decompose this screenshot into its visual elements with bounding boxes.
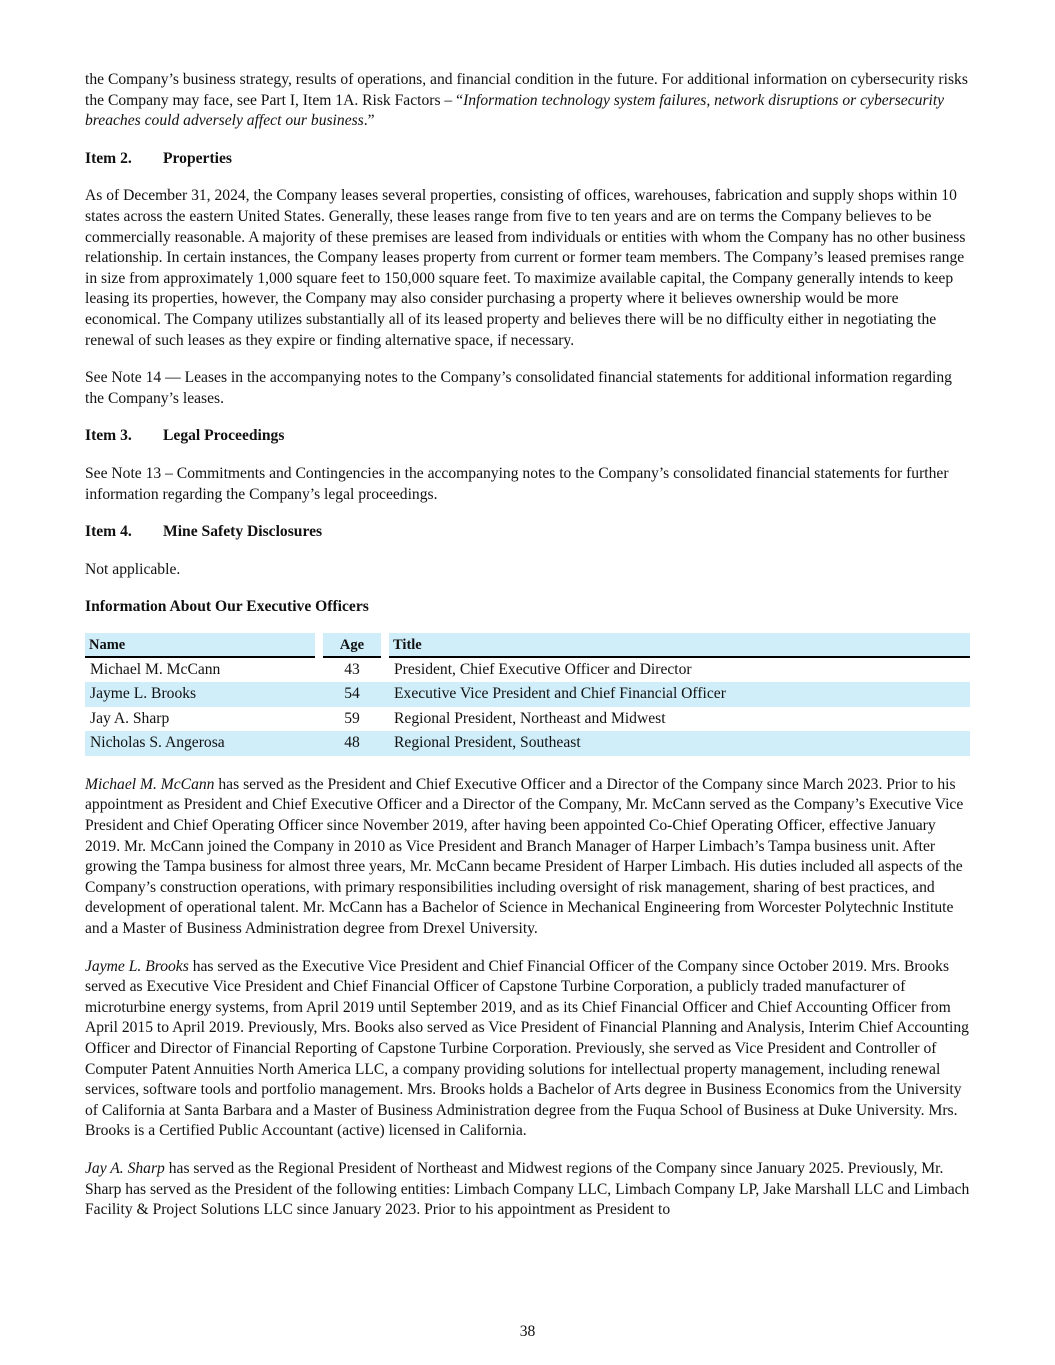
officer-name: Nicholas S. Angerosa [85, 731, 315, 756]
column-gap [381, 731, 389, 756]
table-row [85, 731, 970, 756]
bio-paragraph-brooks [85, 957, 970, 1142]
item2-paragraph-2: See Note 14 — Leases in the accompanying notes to the Company’s consolidated financial statements for additional information regarding the Company’s leases. [85, 369, 952, 407]
officer-name: Michael M. McCann [90, 660, 221, 678]
officers-heading: Information About Our Executive Officers [85, 598, 369, 616]
executive-officers-table [85, 633, 970, 756]
column-gap [315, 731, 323, 756]
column-gap [315, 633, 323, 658]
item3-number: Item 3. [85, 427, 132, 445]
column-gap [315, 658, 323, 683]
item3-paragraph: See Note 13 – Commitments and Contingencies in the accompanying notes to the Company’s consolidated financial statements for further information regarding the Company’s legal proceedings. [85, 464, 949, 503]
item2-heading [85, 149, 970, 170]
item2-paragraph-1: As of December 31, 2024, the Company leases several properties, consisting of offices, warehouses, fabrication and supply shops within 10 states across the eastern United States. Generally, these leases range from five to ten years and are on terms the Company believes to be commercially reasonable. A majority of these premises are leased from individuals or entities with whom the Company has no other business relationship. In certain instances, the Company leases property from current or former team members. The Company’s leased premises range in size from approximately 1,000 square feet to 150,000 square feet. To maximize available capital, the Company generally intends to keep leasing its properties, however, the Company may also consider purchasing a property where it believes ownership would be more economical. The Company utilizes substantially all of its leased property and believes there will be no difficulty either in negotiating the renewal of such leases as they expire or finding alternative space, if necessary. [85, 187, 966, 349]
officer-age: 54 [323, 682, 381, 707]
column-gap [381, 682, 389, 707]
document-page [85, 70, 970, 1238]
bio-paragraph-mccann [85, 775, 970, 940]
officer-title: President, Chief Executive Officer and Director [394, 660, 692, 678]
item4-title: Mine Safety Disclosures [163, 523, 323, 541]
table-row [85, 707, 970, 732]
table-header-row [85, 633, 970, 658]
officer-age: 48 [323, 731, 381, 756]
item4-heading [85, 522, 970, 543]
column-gap [315, 682, 323, 707]
bio-text: has served as the Regional President of Northeast and Midwest regions of the Company since January 2025. Previously, Mr. Sharp has served as the President of the following entities: Limbach Company LLC, Limbach Company LP, Jake Marshall LLC and Limbach Facility & Project Solutions LLC since January 2023. Prior to his appointment as President to [85, 1159, 970, 1219]
officer-title: Regional President, Northeast and Midwest [394, 709, 666, 727]
item2-title: Properties [163, 149, 232, 167]
item4-number: Item 4. [85, 523, 132, 541]
intro-risk-factor-title: Information technology system failures, network disruptions or cybersecurity breaches could adversely affect our business [85, 91, 945, 130]
column-gap [381, 707, 389, 732]
bio-text: has served as the President and Chief Executive Officer and a Director of the Company since March 2023. Prior to his appointment as President and Chief Executive Officer and a Director of the Company, Mr. McCann served as the Company’s Executive Vice President and Chief Operating Officer since November 2019, after having been appointed Co-Chief Operating Officer, effective January 2019. Mr. McCann joined the Company in 2010 as Vice President and Branch Manager of Harper Limbach’s Tampa business unit. After growing the Tampa business for almost three years, Mr. McCann became President of Harper Limbach. His duties included all aspects of the Company’s construction operations, with primary responsibilities including oversight of risk management, sharing of best practices, and development of operational talent. Mr. McCann has a Bachelor of Science in Mechanical Engineering from Worcester Polytechnic Institute and a Master of Business Administration degree from Drexel University. [85, 775, 964, 938]
column-gap [381, 658, 389, 683]
column-gap [315, 707, 323, 732]
bio-name: Jay A. Sharp [85, 1159, 165, 1177]
column-header-name: Name [85, 633, 315, 658]
bio-text: has served as the Executive Vice President and Chief Financial Officer of the Company since October 2019. Mrs. Brooks served as Executive Vice President and Chief Financial Officer of Capstone Turbine Corporation, a publicly traded manufacturer of microturbine energy systems, from April 2019 until September 2019, and as its Chief Financial Officer and Chief Accounting Officer from April 2015 to April 2019. Previously, Mrs. Books also served as Vice President of Financial Planning and Analysis, Interim Chief Accounting Officer and Director of Financial Reporting of Capstone Turbine Corporation. Previously, she served as Vice President and Controller of Computer Patent Annuities North America LLC, a company providing solutions for intellectual property management, including renewal services, software tools and portfolio management. Mrs. Brooks holds a Bachelor of Arts degree in Business Economics from the University of California at Santa Barbara and a Master of Business Administration degree from the Fuqua School of Business at Duke University. Mrs. Brooks is a Certified Public Accountant (active) licensed in California. [85, 957, 969, 1140]
column-header-age: Age [323, 633, 381, 658]
table-row [85, 682, 970, 707]
officer-title: Executive Vice President and Chief Financial Officer [389, 682, 970, 707]
bio-name: Michael M. McCann [85, 775, 215, 793]
column-header-title: Title [389, 633, 970, 658]
column-gap [381, 633, 389, 658]
page-number: 38 [519, 1323, 536, 1340]
intro-text: the Company’s business strategy, results of operations, and financial condition in the future. For additional information on cybersecurity risks the Company may face, see Part I, Item 1A. Risk Factors – “ [85, 71, 968, 109]
officer-age: 43 [344, 660, 360, 678]
bio-name: Jayme L. Brooks [85, 957, 189, 975]
table-row [85, 658, 970, 683]
officer-title: Regional President, Southeast [389, 731, 970, 756]
officer-name: Jay A. Sharp [90, 709, 170, 727]
item3-heading [85, 426, 970, 447]
item3-title: Legal Proceedings [163, 427, 285, 445]
officer-name: Jayme L. Brooks [85, 682, 315, 707]
item4-paragraph: Not applicable. [85, 560, 181, 578]
item2-number: Item 2. [85, 149, 132, 167]
intro-text-end: .” [363, 112, 375, 130]
officer-age: 59 [344, 709, 360, 727]
intro-paragraph [85, 70, 970, 132]
bio-paragraph-sharp [85, 1159, 970, 1221]
